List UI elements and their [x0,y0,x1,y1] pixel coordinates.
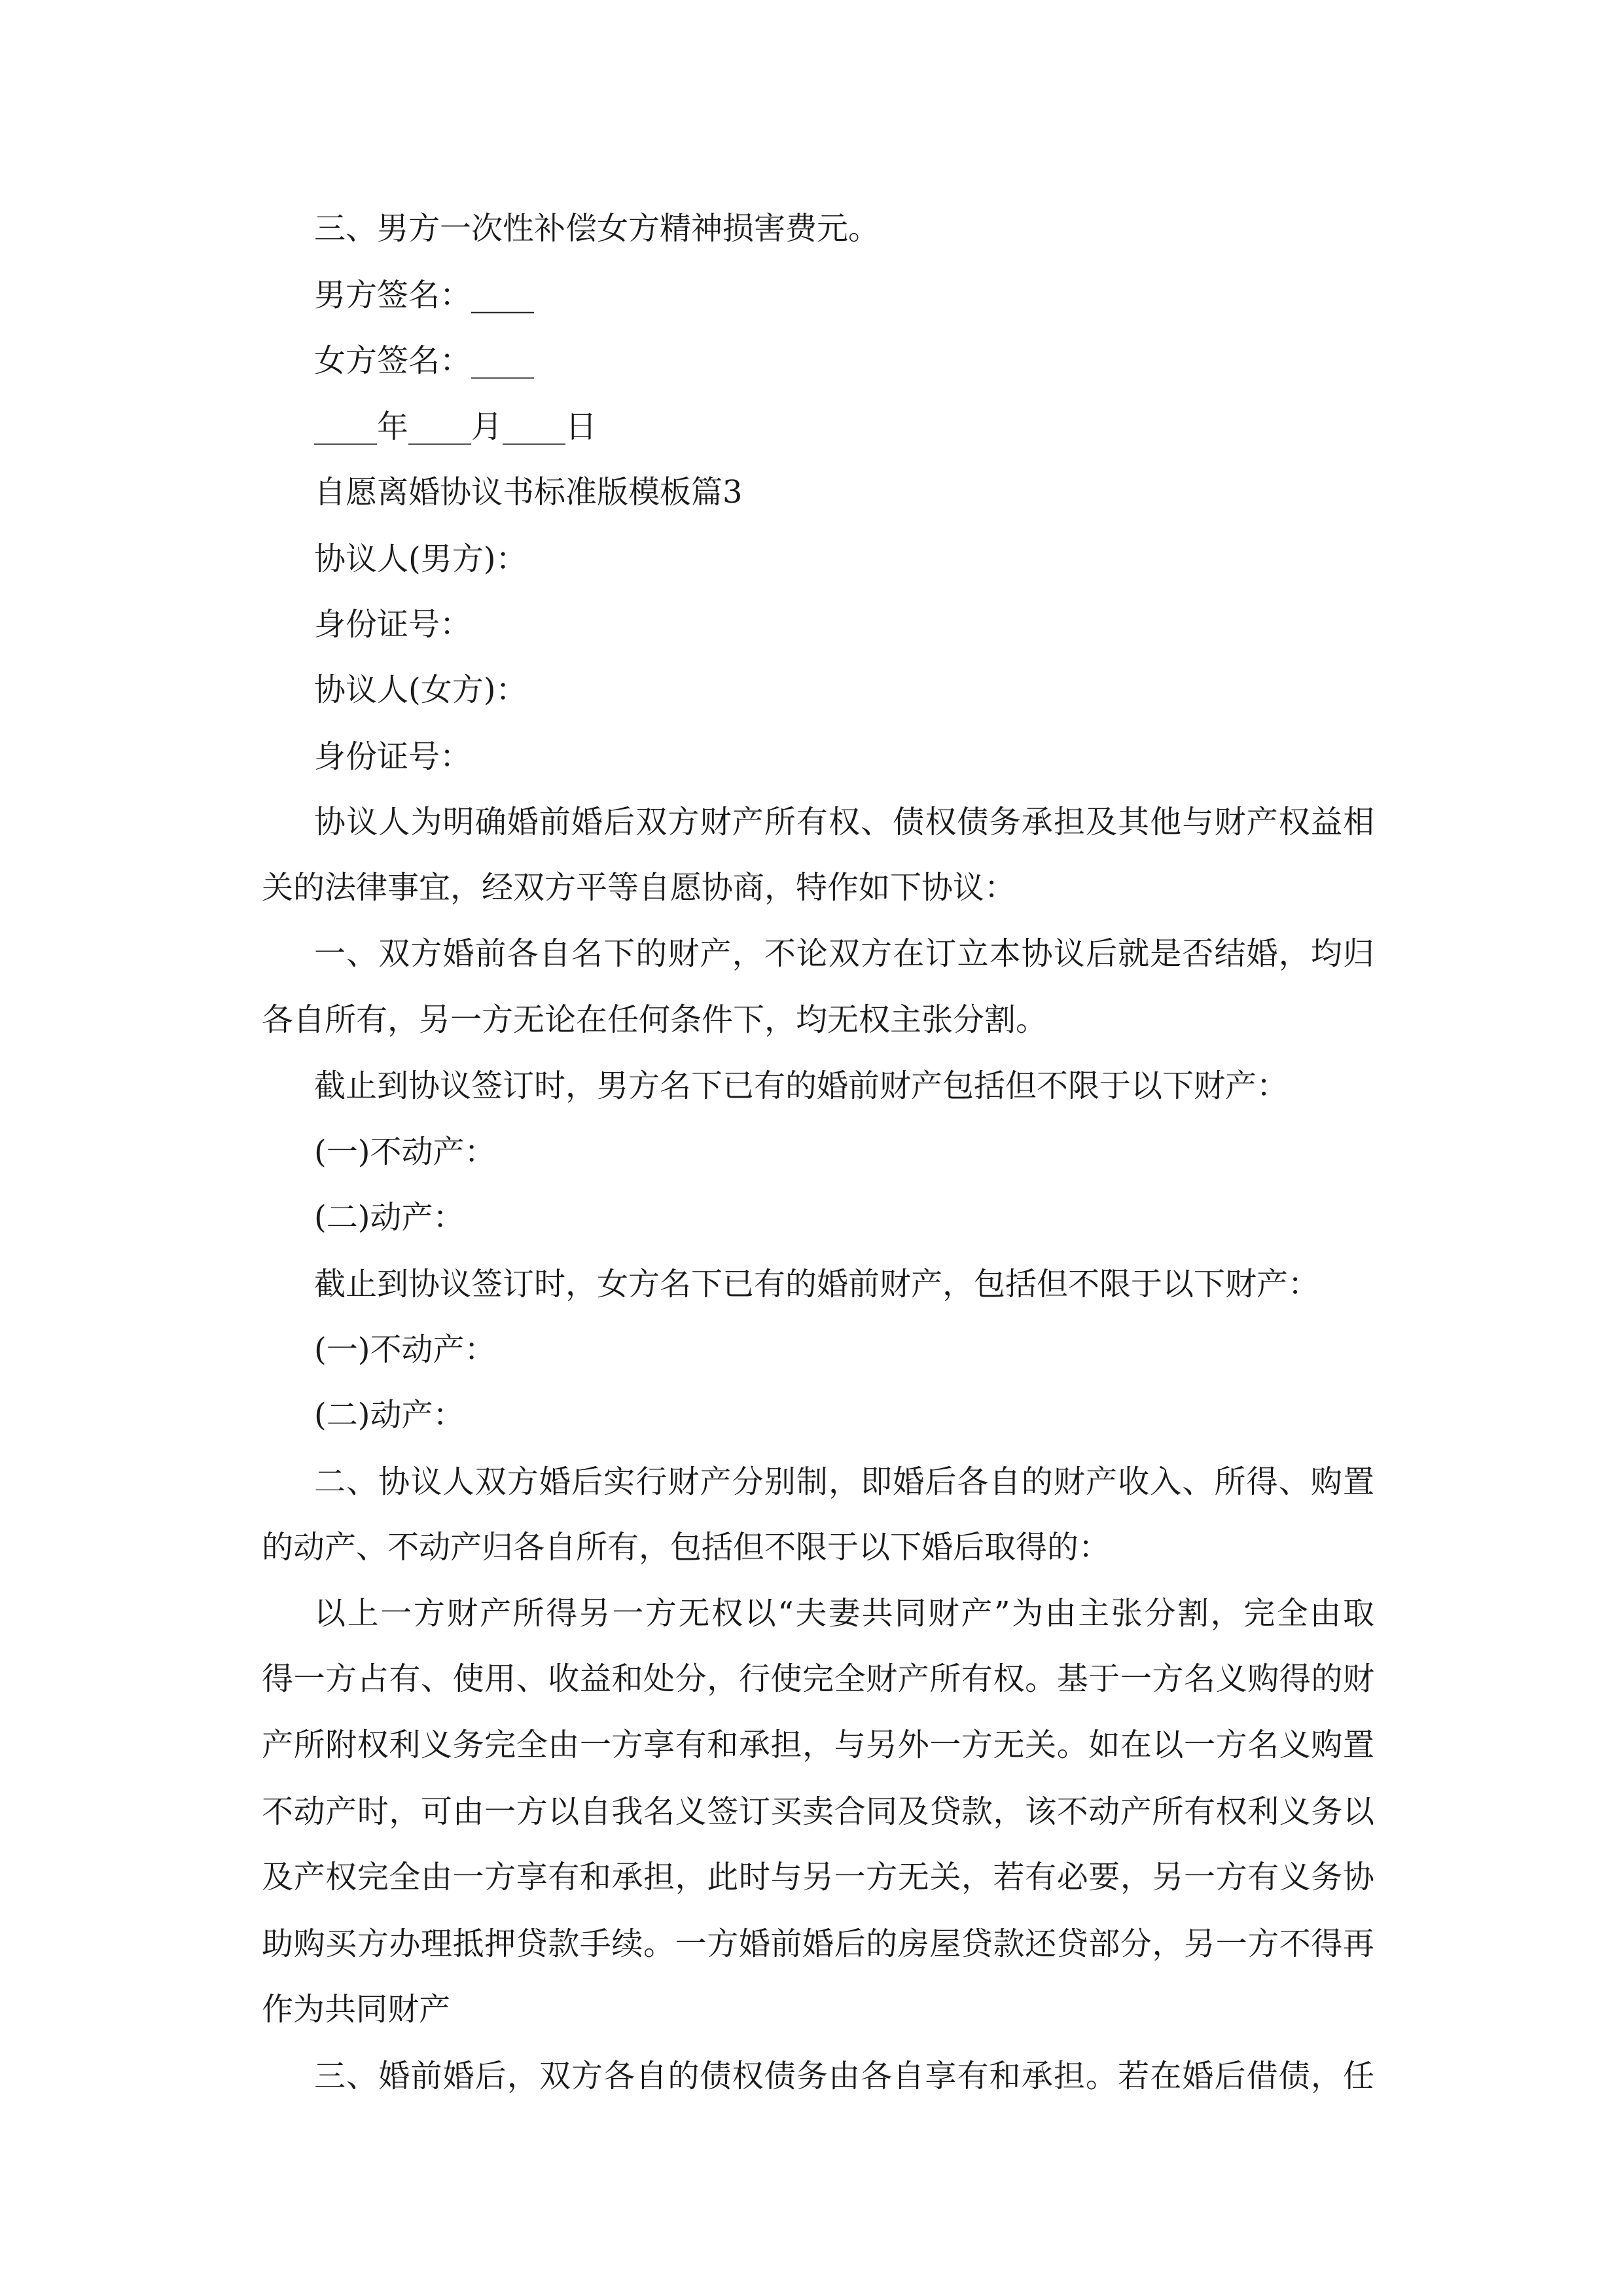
separate-property-line-4: 不动产时，可由一方以自我名义签订买卖合同及贷款，该不动产所有权利义务以 [262,1793,1374,1830]
female-id-number-label: 身份证号： [314,738,472,775]
male-real-estate-item: (一)不动产： [314,1134,496,1170]
male-movable-property-item: (二)动产： [314,1199,465,1236]
female-movable-property-item: (二)动产： [314,1397,465,1433]
clause-2-line-1: 二、协议人双方婚后实行财产分别制，即婚后各自的财产收入、所得、购置 [314,1463,1374,1500]
separate-property-line-1: 以上一方财产所得另一方无权以“夫妻共同财产”为由主张分割，完全由取 [314,1595,1374,1632]
male-id-number-label: 身份证号： [314,606,472,643]
date-line: ____年____月____日 [314,408,597,445]
party-male-label: 协议人(男方)： [314,541,527,577]
separate-property-line-7: 作为共同财产 [262,1991,451,2028]
clause-3-line-1: 三、婚前婚后，双方各自的债权债务由各自享有和承担。若在婚后借债，任 [314,2058,1374,2094]
section-heading: 自愿离婚协议书标准版模板篇3 [314,474,743,511]
separate-property-line-2: 得一方占有、使用、收益和处分，行使完全财产所有权。基于一方名义购得的财 [262,1660,1374,1697]
preamble-line-2: 关的法律事宜，经双方平等自愿协商，特作如下协议： [262,869,1016,906]
clause-1-line-2: 各自所有，另一方无论在任何条件下，均无权主张分割。 [262,1001,1048,1038]
separate-property-line-6: 助购买方办理抵押贷款手续。一方婚前婚后的房屋贷款还贷部分，另一方不得再 [262,1926,1374,1962]
clause-2-line-2: 的动产、不动产归各自所有，包括但不限于以下婚后取得的： [262,1529,1111,1566]
separate-property-line-3: 产所附权利义务完全由一方享有和承担，与另外一方无关。如在以一方名义购置 [262,1727,1374,1763]
female-signature-line: 女方签名：____ [314,342,535,379]
clause-1-line-1: 一、双方婚前各自名下的财产，不论双方在订立本协议后就是否结婚，均归 [314,935,1374,972]
male-premarital-property-intro: 截止到协议签订时，男方名下已有的婚前财产包括但不限于以下财产： [314,1067,1289,1104]
separate-property-line-5: 及产权完全由一方享有和承担，此时与另一方无关，若有必要，另一方有义务协 [262,1859,1374,1895]
female-premarital-property-intro: 截止到协议签订时，女方名下已有的婚前财产，包括但不限于以下财产： [314,1266,1320,1302]
preamble-line-1: 协议人为明确婚前婚后双方财产所有权、债权债务承担及其他与财产权益相 [314,804,1374,840]
female-real-estate-item: (一)不动产： [314,1331,496,1368]
party-female-label: 协议人(女方)： [314,672,527,708]
clause-mental-damage-compensation: 三、男方一次性补偿女方精神损害费元。 [314,210,880,247]
male-signature-line: 男方签名：____ [314,277,535,314]
